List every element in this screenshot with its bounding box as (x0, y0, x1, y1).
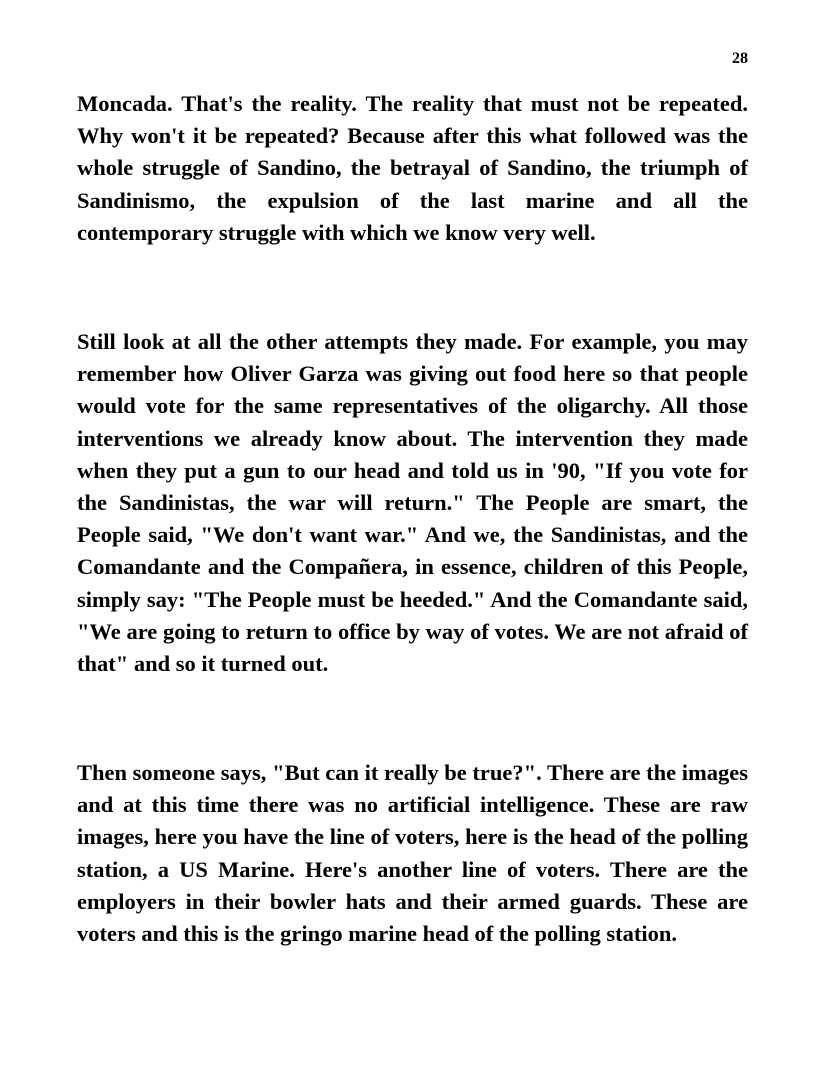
page-number: 28 (732, 50, 748, 67)
body-paragraph-3: Then someone says, "But can it really be true?". There are the images and at this time there was no artificial intelligence. These are raw images, here you have the line of voters, here is the head of the polling station, a US Marine. Here's another line of voters. There are the employers in their bowler hats and their armed guards. These are voters and this is the gringo marine head of the polling station. (77, 760, 748, 947)
body-paragraph-2: Still look at all the other attempts they made. For example, you may remember how Oliver Garza was giving out food here so that people would vote for the same representatives of the oligarchy. All those interventions we already know about. The intervention they made when they put a gun to our head and told us in '90, "If you vote for the Sandinistas, the war will return." The People are smart, the People said, "We don't want war." And we, the Sandinistas, and the Comandante and the Compañera, in essence, children of this People, simply say: "The People must be heeded." And the Comandante said, "We are going to return to office by way of votes. We are not afraid of that" and so it turned out. (77, 329, 748, 677)
body-paragraph-1: Moncada. That's the reality. The reality that must not be repeated. Why won't it be repeated? Because after this what followed was the whole struggle of Sandino, the betrayal of Sandino, the triumph of Sandinismo, the expulsion of the last marine and all the contemporary struggle with which we know very well. (77, 91, 748, 245)
